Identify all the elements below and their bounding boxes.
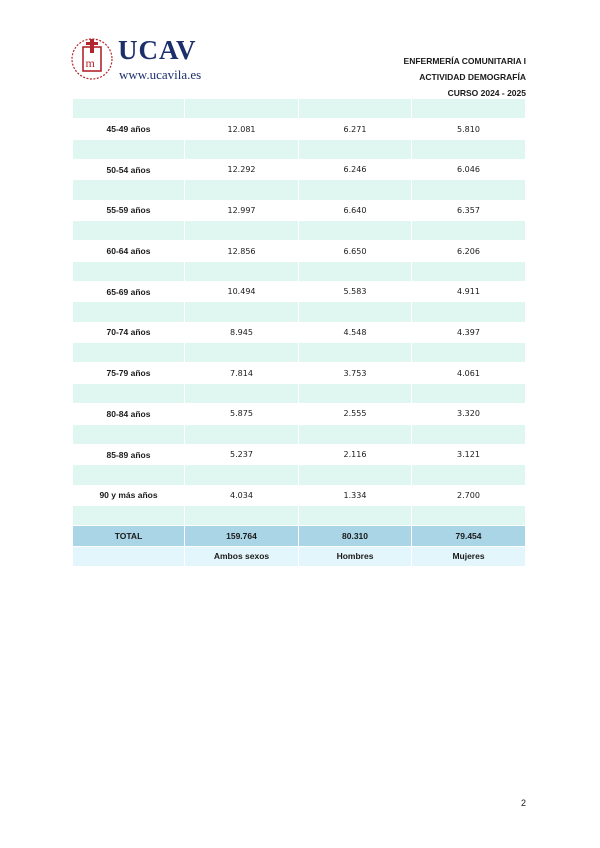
mujeres-cell: 4.911 (412, 282, 526, 302)
spacer-cell (412, 302, 526, 322)
mujeres-cell: 6.046 (412, 160, 526, 180)
hombres-cell: 6.640 (299, 201, 412, 221)
spacer-cell (185, 384, 299, 404)
table-row (73, 363, 526, 383)
age-group-cell: 65-69 años (73, 282, 185, 302)
hombres-cell: 5.583 (299, 282, 412, 302)
spacer-cell (185, 140, 299, 160)
spacer-row (73, 425, 526, 445)
spacer-row (73, 262, 526, 282)
spacer-cell (412, 425, 526, 445)
spacer-cell (412, 99, 526, 119)
document-header (404, 53, 526, 101)
total-row (73, 526, 526, 546)
hombres-cell: 6.271 (299, 119, 412, 139)
spacer-cell (412, 221, 526, 241)
mujeres-cell: 2.700 (412, 486, 526, 506)
spacer-cell (412, 262, 526, 282)
ambos-sexos-cell: 12.081 (185, 119, 299, 139)
ambos-sexos-cell: 12.292 (185, 160, 299, 180)
spacer-cell (299, 343, 412, 363)
spacer-cell (412, 343, 526, 363)
spacer-cell (185, 465, 299, 485)
hombres-cell: 3.753 (299, 363, 412, 383)
table-row (73, 201, 526, 221)
spacer-cell (73, 140, 185, 160)
table-row (73, 119, 526, 139)
population-table (73, 99, 526, 567)
spacer-cell (73, 99, 185, 119)
table-row (73, 445, 526, 465)
age-group-cell: TOTAL (73, 526, 185, 546)
age-group-cell (73, 547, 185, 567)
spacer-cell (73, 465, 185, 485)
ambos-sexos-cell: 12.856 (185, 241, 299, 261)
hombres-cell: 6.246 (299, 160, 412, 180)
spacer-cell (412, 180, 526, 200)
svg-text:m: m (85, 56, 95, 70)
spacer-cell (299, 99, 412, 119)
mujeres-cell: 5.810 (412, 119, 526, 139)
age-group-cell: 80-84 años (73, 404, 185, 424)
spacer-cell (299, 465, 412, 485)
mujeres-cell: 3.121 (412, 445, 526, 465)
ambos-sexos-cell: 10.494 (185, 282, 299, 302)
table-row (73, 323, 526, 343)
ambos-sexos-cell: 5.237 (185, 445, 299, 465)
age-group-cell: 60-64 años (73, 241, 185, 261)
page-number: 2 (520, 798, 526, 808)
spacer-cell (299, 506, 412, 526)
course-title: ENFERMERÍA COMUNITARIA I (403, 56, 526, 66)
mujeres-cell: 79.454 (412, 526, 526, 546)
mujeres-cell: Mujeres (412, 547, 526, 567)
spacer-cell (185, 506, 299, 526)
spacer-cell (73, 506, 185, 526)
age-group-cell: 55-59 años (73, 201, 185, 221)
mujeres-cell: 4.061 (412, 363, 526, 383)
spacer-cell (185, 262, 299, 282)
spacer-row (73, 221, 526, 241)
spacer-cell (185, 343, 299, 363)
age-group-cell: 85-89 años (73, 445, 185, 465)
age-group-cell: 75-79 años (73, 363, 185, 383)
hombres-cell: 2.116 (299, 445, 412, 465)
spacer-row (73, 140, 526, 160)
spacer-cell (299, 221, 412, 241)
hombres-cell: 4.548 (299, 323, 412, 343)
hombres-cell: 80.310 (299, 526, 412, 546)
mujeres-cell: 4.397 (412, 323, 526, 343)
spacer-cell (73, 425, 185, 445)
ambos-sexos-cell: Ambos sexos (185, 547, 299, 567)
spacer-cell (73, 262, 185, 282)
ambos-sexos-cell: 5.875 (185, 404, 299, 424)
spacer-cell (73, 384, 185, 404)
spacer-cell (299, 180, 412, 200)
spacer-cell (299, 425, 412, 445)
age-group-cell: 45-49 años (73, 119, 185, 139)
ambos-sexos-cell: 7.814 (185, 363, 299, 383)
table-row (73, 282, 526, 302)
spacer-row (73, 302, 526, 322)
ambos-sexos-cell: 159.764 (185, 526, 299, 546)
spacer-cell (299, 140, 412, 160)
table-row (73, 241, 526, 261)
hombres-cell: 2.555 (299, 404, 412, 424)
spacer-cell (73, 343, 185, 363)
ambos-sexos-cell: 4.034 (185, 486, 299, 506)
ambos-sexos-cell: 8.945 (185, 323, 299, 343)
hombres-cell: Hombres (299, 547, 412, 567)
spacer-cell (185, 302, 299, 322)
spacer-row (73, 465, 526, 485)
age-group-cell: 90 y más años (73, 486, 185, 506)
activity-title: ACTIVIDAD DEMOGRAFÍA (419, 72, 526, 82)
spacer-cell (299, 302, 412, 322)
university-seal-icon (70, 33, 114, 85)
mujeres-cell: 6.206 (412, 241, 526, 261)
spacer-row (73, 506, 526, 526)
spacer-cell (73, 180, 185, 200)
spacer-cell (299, 384, 412, 404)
logo-url: www.ucavila.es (119, 67, 202, 82)
mujeres-cell: 6.357 (412, 201, 526, 221)
spacer-row (73, 99, 526, 119)
spacer-cell (185, 425, 299, 445)
age-group-cell: 50-54 años (73, 160, 185, 180)
ambos-sexos-cell: 12.997 (185, 201, 299, 221)
spacer-row (73, 180, 526, 200)
spacer-cell (412, 506, 526, 526)
spacer-row (73, 343, 526, 363)
logo-wordmark: UCAV (118, 35, 197, 65)
spacer-cell (73, 221, 185, 241)
hombres-cell: 1.334 (299, 486, 412, 506)
spacer-row (73, 384, 526, 404)
spacer-cell (412, 140, 526, 160)
spacer-cell (412, 384, 526, 404)
mujeres-cell: 3.320 (412, 404, 526, 424)
ucav-logo (70, 33, 210, 88)
hombres-cell: 6.650 (299, 241, 412, 261)
table-row (73, 486, 526, 506)
spacer-cell (299, 262, 412, 282)
spacer-cell (185, 180, 299, 200)
table-row (73, 160, 526, 180)
spacer-cell (185, 221, 299, 241)
spacer-cell (412, 465, 526, 485)
column-labels-row (73, 547, 526, 567)
spacer-cell (185, 99, 299, 119)
age-group-cell: 70-74 años (73, 323, 185, 343)
table-row (73, 404, 526, 424)
academic-year: CURSO 2024 - 2025 (447, 88, 526, 98)
spacer-cell (73, 302, 185, 322)
